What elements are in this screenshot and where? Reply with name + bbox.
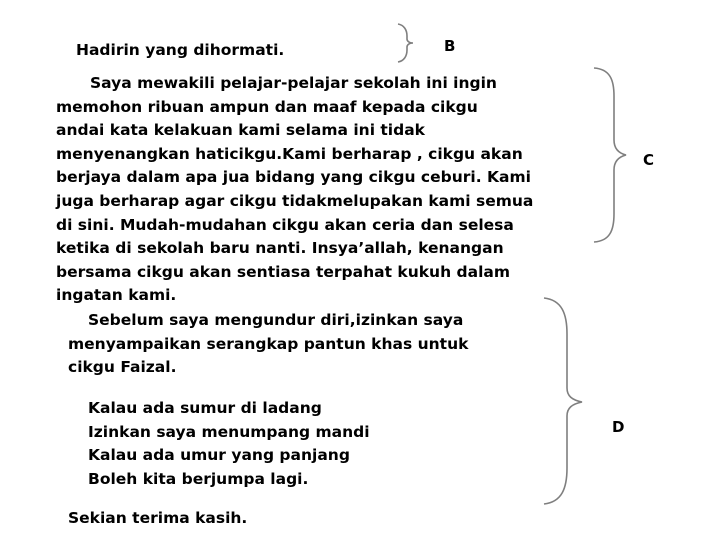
brace-d	[542, 296, 590, 506]
brace-b	[396, 22, 426, 64]
intro-line: cikgu Faizal.	[68, 358, 177, 377]
closing: Sekian terima kasih.	[68, 509, 248, 527]
paragraph-line: berjaya dalam apa jua bidang yang cikgu ceburi. Kami	[56, 168, 531, 187]
pantun-line: Kalau ada sumur di ladang	[88, 399, 322, 417]
paragraph-line: juga berharap agar cikgu tidakmelupakan kami semua	[56, 191, 534, 210]
apology-paragraph	[56, 72, 533, 308]
pantun-line: Izinkan saya menumpang mandi	[88, 422, 370, 441]
label-c: C	[643, 151, 655, 169]
greeting: Hadirin yang dihormati.	[76, 41, 285, 59]
paragraph-line: Saya mewakili pelajar-pelajar sekolah ini ingin	[90, 74, 497, 92]
intro-line: Sebelum saya mengundur diri,izinkan saya	[88, 311, 464, 329]
paragraph-line: ketika di sekolah baru nanti. Insya’allah, kenangan	[56, 239, 504, 258]
intro-line: menyampaikan serangkap pantun khas untuk	[68, 334, 469, 353]
pantun-line: Boleh kita berjumpa lagi.	[88, 469, 309, 488]
paragraph-line: di sini. Mudah-mudahan cikgu akan ceria dan selesa	[56, 215, 514, 234]
label-d: D	[612, 418, 625, 436]
pantun-intro	[68, 309, 468, 380]
paragraph-line: bersama cikgu akan sentiasa terpahat kukuh dalam	[56, 262, 510, 281]
pantun-line: Kalau ada umur yang panjang	[88, 446, 350, 465]
pantun-verse	[88, 397, 370, 491]
paragraph-line: andai kata kelakuan kami selama ini tidak	[56, 121, 425, 140]
brace-c	[592, 66, 632, 244]
label-b: B	[444, 37, 456, 55]
paragraph-line: ingatan kami.	[56, 286, 177, 305]
paragraph-line: menyenangkan haticikgu.Kami berharap , cikgu akan	[56, 144, 523, 163]
paragraph-line: memohon ribuan ampun dan maaf kepada cikgu	[56, 97, 478, 116]
